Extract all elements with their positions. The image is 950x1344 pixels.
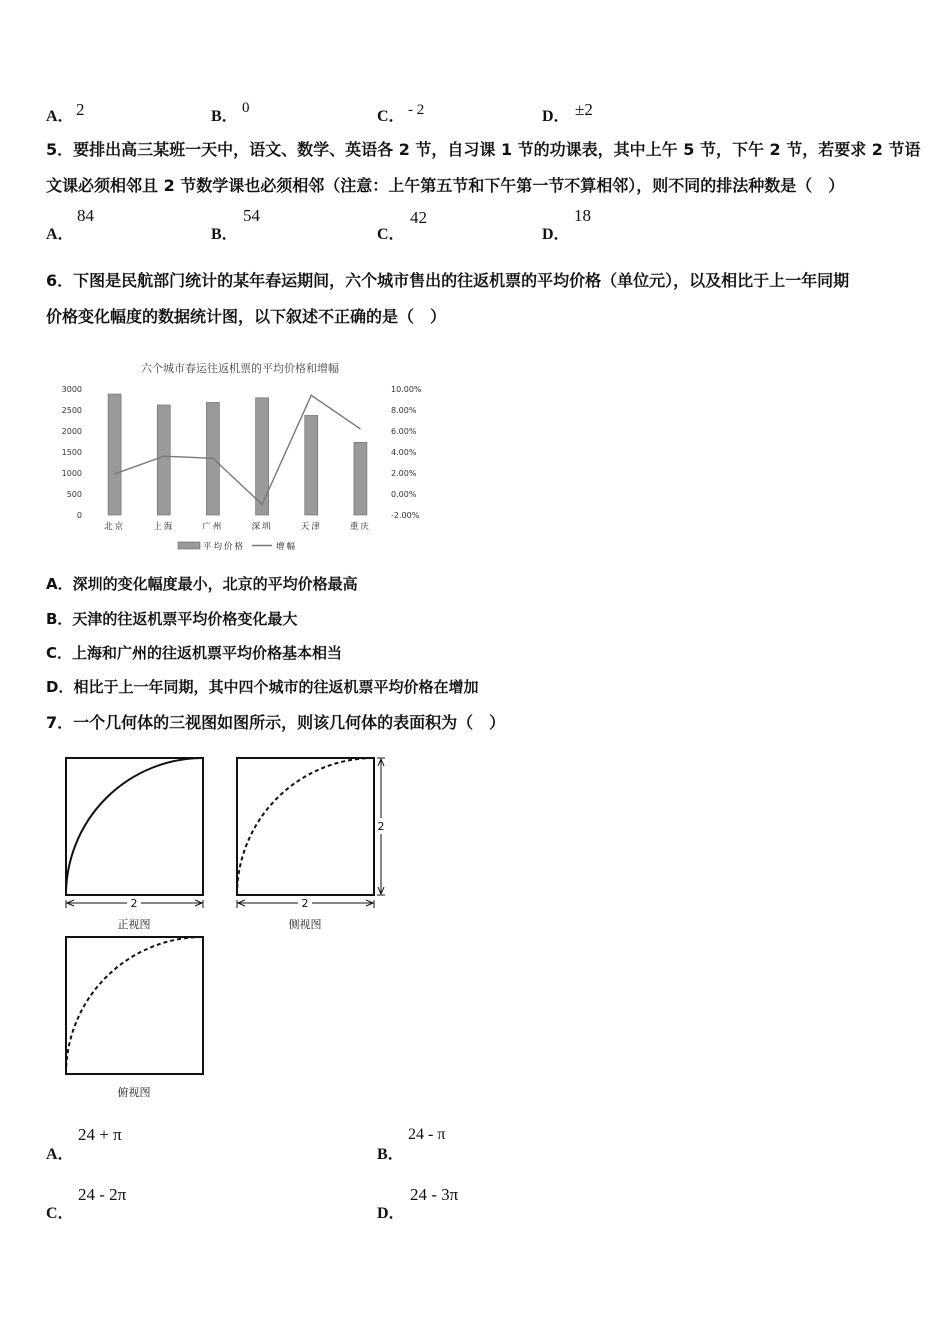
y-left-tick-label: 1500 [61, 448, 82, 457]
category-label: 天津 [300, 522, 322, 532]
price-bar [157, 405, 170, 515]
q4-option-c-letter: C． [377, 108, 405, 125]
q6-option-a: A．深圳的变化幅度最小，北京的平均价格最高 [46, 575, 358, 593]
q7-option-c-value: 24 - 2π [78, 1185, 127, 1204]
three-view-figure [55, 748, 405, 1108]
front-width-dim: 2 [130, 897, 138, 910]
q4-option-c-value: - 2 [408, 102, 425, 118]
q5-stem-line1: 5．要排出高三某班一天中，语文、数学、英语各 2 节，自习课 1 节的功课表，其中上午 5 节，下午 2 节，若要求 2 节语 [46, 140, 921, 159]
q5-option-d-letter: D． [542, 226, 570, 243]
y-right-tick-label: 10.00% [391, 385, 422, 394]
q4-option-b-letter: B． [211, 108, 238, 125]
category-label: 深圳 [251, 522, 273, 532]
y-left-tick-label: 2500 [61, 406, 82, 415]
q4-option-d-value: ±2 [575, 100, 593, 119]
q5-option-b-letter: B． [211, 226, 238, 243]
y-left-tick-label: 0 [76, 511, 82, 520]
q5-option-a-value: 84 [77, 206, 94, 225]
q7-option-c-letter: C． [46, 1205, 74, 1222]
q7-option-a-value: 24 + π [78, 1125, 122, 1144]
category-label: 北京 [104, 522, 126, 532]
category-label: 上海 [153, 522, 175, 532]
category-label: 重庆 [349, 522, 371, 532]
side-view-label: 侧视图 [288, 918, 322, 931]
y-right-tick-label: 0.00% [391, 490, 417, 499]
q6-option-d: D．相比于上一年同期，其中四个城市的往返机票平均价格在增加 [46, 678, 479, 696]
q4-option-a-letter: A． [46, 108, 74, 125]
q7-stem: 7．一个几何体的三视图如图所示，则该几何体的表面积为（ ） [46, 713, 506, 732]
legend-bar-swatch [178, 542, 200, 549]
legend-line-label: 增幅 [276, 542, 298, 552]
y-left-tick-label: 2000 [61, 427, 82, 436]
y-right-tick-label: 8.00% [391, 406, 417, 415]
y-left-tick-label: 3000 [61, 385, 82, 394]
top-view-label: 俯视图 [117, 1086, 151, 1099]
y-right-tick-label: -2.00% [391, 511, 420, 520]
q7-option-b-letter: B． [377, 1146, 404, 1163]
price-bar [108, 394, 121, 515]
q6-option-c: C．上海和广州的往返机票平均价格基本相当 [46, 644, 343, 662]
legend-bar-label: 平均价格 [203, 542, 246, 552]
q5-option-c-value: 42 [410, 208, 427, 227]
chart-title: 六个城市春运往返机票的平均价格和增幅 [141, 362, 339, 375]
q4-option-d-letter: D． [542, 108, 570, 125]
front-view [66, 758, 203, 931]
q6-stem-line2: 价格变化幅度的数据统计图，以下叙述不正确的是（ ） [46, 307, 447, 326]
y-left-tick-label: 500 [66, 490, 82, 499]
q7-option-b-value: 24 - π [408, 1126, 446, 1143]
y-right-tick-label: 4.00% [391, 448, 417, 457]
q7-option-a-letter: A． [46, 1146, 74, 1163]
q4-option-b-value: 0 [242, 100, 250, 116]
y-left-tick-label: 1000 [61, 469, 82, 478]
q7-option-d-letter: D． [377, 1205, 405, 1222]
q6-option-b: B．天津的往返机票平均价格变化最大 [46, 610, 298, 628]
change-line [115, 395, 361, 504]
price-bar [256, 398, 269, 515]
front-view-label: 正视图 [117, 918, 151, 931]
q7-option-d-value: 24 - 3π [410, 1185, 459, 1204]
q5-option-d-value: 18 [574, 206, 591, 225]
q5-option-a-letter: A． [46, 226, 74, 243]
q5-option-c-letter: C． [377, 226, 405, 243]
price-bar [305, 415, 318, 515]
price-change-chart [40, 355, 460, 560]
side-height-dim: 2 [377, 820, 385, 833]
q6-stem-line1: 6．下图是民航部门统计的某年春运期间，六个城市售出的往返机票的平均价格（单位元），以及相比于上一年同期 [46, 271, 850, 290]
top-view [66, 937, 203, 1099]
y-right-tick-label: 2.00% [391, 469, 417, 478]
y-right-tick-label: 6.00% [391, 427, 417, 436]
q4-option-a-value: 2 [76, 100, 85, 119]
q5-stem-line2: 文课必须相邻且 2 节数学课也必须相邻（注意：上午第五节和下午第一节不算相邻），则不同的排法种数是（ ） [46, 176, 845, 195]
side-view [237, 758, 385, 931]
side-width-dim: 2 [301, 897, 309, 910]
category-label: 广州 [202, 522, 224, 532]
q5-option-b-value: 54 [243, 206, 260, 225]
price-bar [354, 442, 367, 515]
